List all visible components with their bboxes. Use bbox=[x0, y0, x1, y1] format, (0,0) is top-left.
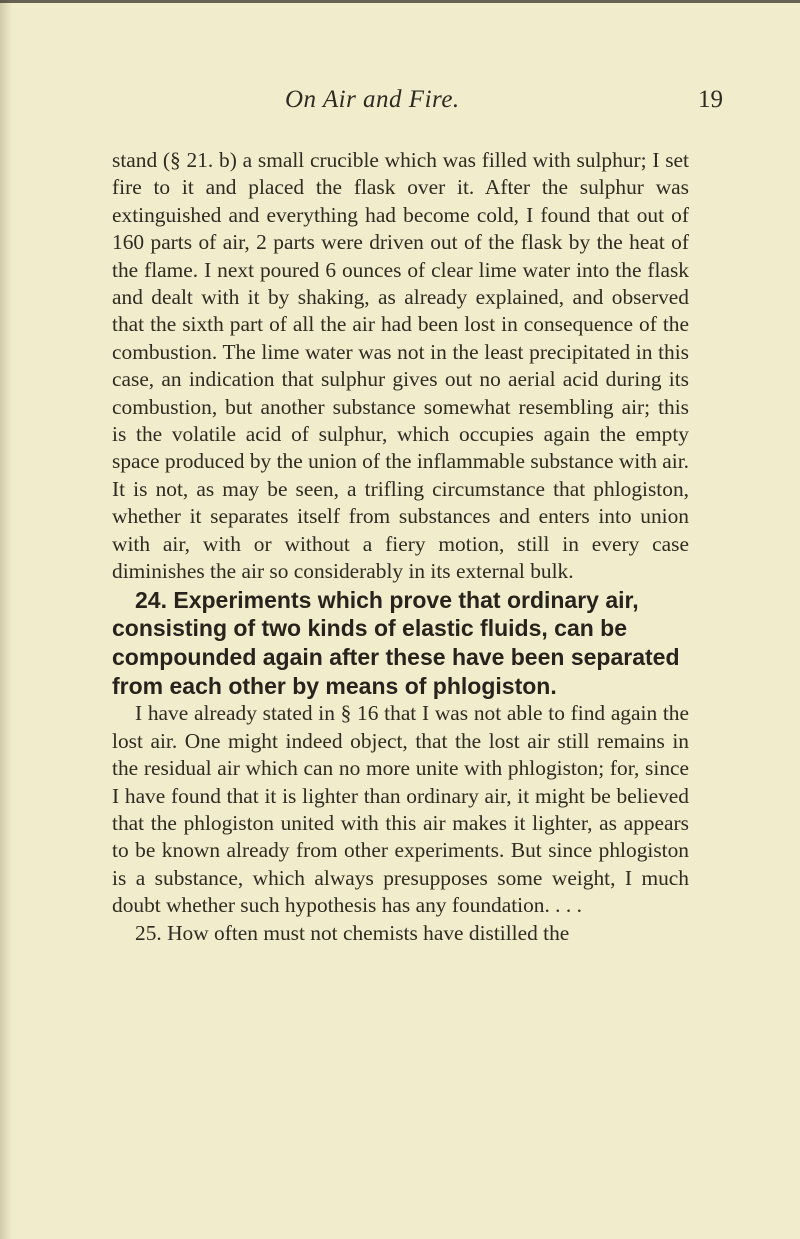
running-title: On Air and Fire. bbox=[285, 86, 460, 113]
page-header bbox=[0, 86, 800, 126]
paragraph-continued: stand (§ 21. b) a small crucible which was filled with sulphur; I set fire to it and placed the flask over it. After the sulphur was extinguished and everything had become cold, I found that out of 160 parts of air, 2 parts were driven out of the flask by the heat of the flame. I next poured 6 ounces of clear lime water into the flask and dealt with it by shaking, as already explained, and observed that the sixth part of all the air had been lost in consequence of the combustion. The lime water was not in the least precipitated in this case, an indication that sulphur gives out no aerial acid during its combustion, but another substance somewhat resembling air; this is the volatile acid of sulphur, which occupies again the empty space produced by the union of the inflammable substance with air. It is not, as may be seen, a trifling circumstance that phlogiston, whether it separates itself from substances and enters into union with air, with or without a fiery motion, still in every case diminishes the air so considerably in its external bulk. bbox=[112, 148, 689, 584]
top-edge-rule bbox=[0, 0, 800, 3]
page-number: 19 bbox=[698, 86, 723, 113]
section-heading-24: 24. Experiments which prove that ordinary air, consisting of two kinds of elastic fluids, can be compounded again after these have been separated from each other by means of phlogiston. bbox=[112, 586, 680, 699]
binding-shadow bbox=[0, 0, 12, 1239]
paragraph-section-25-start: 25. How often must not chemists have distilled the bbox=[135, 920, 570, 945]
paragraph-section-24: I have already stated in § 16 that I was not able to find again the lost air. One might indeed object, that the lost air still remains in the residual air which can no more unite with phlogiston; for, since I have found that it is lighter than ordinary air, it might be believed that the phlogiston united with this air makes it lighter, as appears to be known already from other experiments. But since phlogiston is a substance, which always presupposes some weight, I much doubt whether such hypothesis has any foundation. . . . bbox=[112, 701, 689, 918]
page-body bbox=[112, 147, 689, 947]
